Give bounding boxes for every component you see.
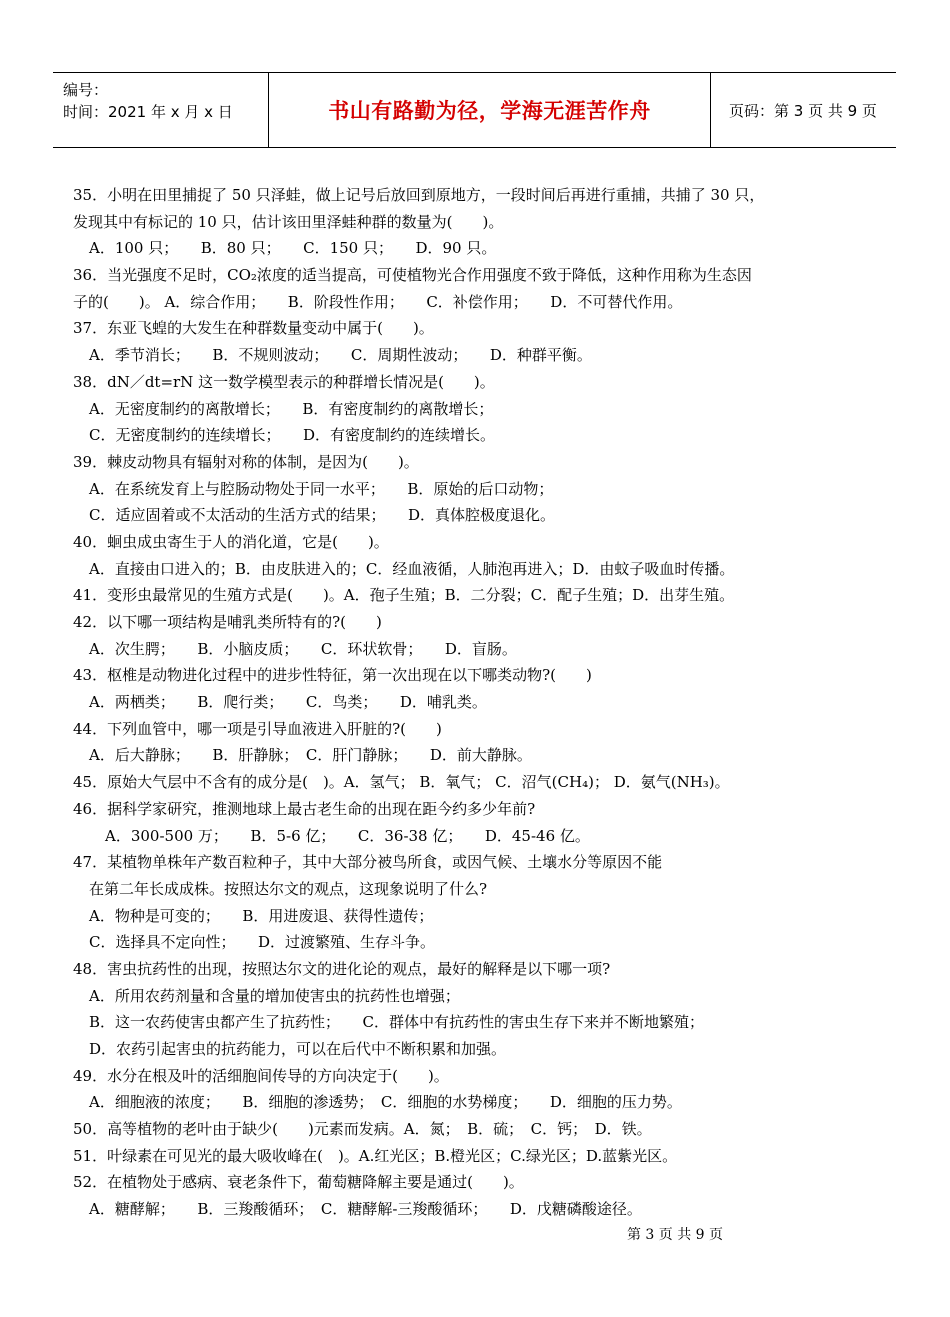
option-line: A．直接由口进入的；B．由皮肤进入的；C．经血液循，人肺泡再进入；D．由蚊子吸血时传播。 (89, 559, 735, 578)
question-line: 36．当光强度不足时，CO₂浓度的适当提高，可使植物光合作用强度不致于降低，这种作用称为生态因 (73, 266, 752, 285)
option-line: A．无密度制约的离散增长； B．有密度制约的离散增长； (89, 399, 494, 418)
option-line: B．这一农药使害虫都产生了抗药性； C．群体中有抗药性的害虫生存下来并不断地繁殖； (89, 1013, 705, 1032)
option-line: A．100 只； B．80 只； C．150 只； D．90 只。 (89, 239, 497, 258)
option-line: D．农药引起害虫的抗药能力，可以在后代中不断积累和加强。 (89, 1040, 507, 1058)
option-line: A．次生腭； B．小脑皮质； C．环状软骨； D．盲肠。 (89, 639, 517, 658)
question-line: 45．原始大气层中不含有的成分是( )。A．氢气； B．氧气； C．沼气(CH₄)； D．氨气(NH₃)。 (73, 773, 730, 792)
question-line: 38．dN／dt=rN 这一数学模型表示的种群增长情况是( )。 (73, 372, 495, 391)
option-line: A．两栖类； B．爬行类； C．鸟类； D．哺乳类。 (89, 693, 487, 712)
question-list (73, 182, 873, 1223)
question-line: 41．变形虫最常见的生殖方式是( )。A．孢子生殖；B．二分裂；C．配子生殖；D．出芽生殖。 (73, 586, 735, 605)
question-line: 51．叶绿素在可见光的最大吸收峰在( )。A.红光区；B.橙光区；C.绿光区；D.蓝紫光区。 (73, 1146, 678, 1165)
header-page-code: 页码：第 3 页 共 9 页 (729, 101, 877, 120)
option-line: C．无密度制约的连续增长； D．有密度制约的连续增长。 (89, 426, 496, 445)
option-line: A．在系统发育上与腔肠动物处于同一水平； B．原始的后口动物； (89, 479, 554, 498)
question-line: 35．小明在田里捕捉了 50 只泽蛙，做上记号后放回到原地方，一段时间后再进行重捕，共捕了 30 只， (73, 186, 765, 204)
question-line: 40．蛔虫成虫寄生于人的消化道，它是( )。 (73, 532, 389, 551)
option-line: A．糖酵解； B．三羧酸循环； C．糖酵解-三羧酸循环； D．戊糖磷酸途径。 (89, 1200, 642, 1219)
footer-page-number: 第 3 页 共 9 页 (626, 1227, 724, 1243)
question-line: 49．水分在根及叶的活细胞间传导的方向决定于( )。 (73, 1066, 449, 1085)
serial-label: 编号： (63, 81, 109, 99)
question-line: 39．棘皮动物具有辐射对称的体制，是因为( )。 (73, 452, 419, 471)
question-line: 50．高等植物的老叶由于缺少( )元素而发病。A．氮； B．硫； C．钙； D．铁。 (73, 1120, 652, 1139)
question-line: 44．下列血管中，哪一项是引导血液进入肝脏的?( ) (73, 719, 442, 738)
question-line: 43．枢椎是动物进化过程中的进步性特征，第一次出现在以下哪类动物?( ) (73, 666, 592, 685)
question-line: 48．害虫抗药性的出现，按照达尔文的进化论的观点，最好的解释是以下哪一项? (73, 959, 611, 978)
header-motto: 书山有路勤为径，学海无涯苦作舟 (269, 73, 711, 147)
option-line: A．后大静脉； B．肝静脉； C．肝门静脉； D．前大静脉。 (89, 746, 532, 765)
question-line: 在第二年长成成株。按照达尔文的观点，这现象说明了什么? (89, 879, 488, 898)
option-line: C．适应固着或不太活动的生活方式的结果； D．真体腔极度退化。 (89, 506, 556, 525)
option-line: A．所用农药剂量和含量的增加使害虫的抗药性也增强； (89, 986, 460, 1005)
question-line: 发现其中有标记的 10 只，估计该田里泽蛙种群的数量为( )。 (73, 212, 504, 231)
option-line: A．季节消长； B．不规则波动； C．周期性波动； D．种群平衡。 (89, 346, 592, 365)
option-line: A．300-500 万； B．5-6 亿； C．36-38 亿； D．45-46 亿。 (105, 826, 590, 845)
option-line: A．物种是可变的； B．用进废退、获得性遗传； (89, 906, 434, 925)
question-line: 47．某植物单株年产数百粒种子，其中大部分被鸟所食，或因气候、土壤水分等原因不能 (73, 853, 663, 872)
page-footer (0, 1224, 950, 1244)
question-line: 42．以下哪一项结构是哺乳类所特有的?( ) (73, 613, 382, 631)
option-line: A．细胞液的浓度； B．细胞的渗透势； C．细胞的水势梯度； D．细胞的压力势。 (89, 1093, 682, 1112)
page-header (53, 72, 896, 148)
option-line: C．选择具不定向性； D．过渡繁殖、生存斗争。 (89, 933, 436, 952)
header-meta (53, 73, 269, 147)
question-line: 37．东亚飞蝗的大发生在种群数量变动中属于( )。 (73, 319, 434, 338)
question-line: 子的( )。 A．综合作用； B．阶段性作用； C．补偿作用； D．不可替代作用。 (73, 292, 683, 311)
question-line: 52．在植物处于感病、衰老条件下，葡萄糖降解主要是通过( )。 (73, 1173, 524, 1192)
question-line: 46．据科学家研究，推测地球上最古老生命的出现在距今约多少年前? (73, 799, 536, 818)
time-label: 时间：2021 年 x 月 x 日 (63, 103, 233, 121)
